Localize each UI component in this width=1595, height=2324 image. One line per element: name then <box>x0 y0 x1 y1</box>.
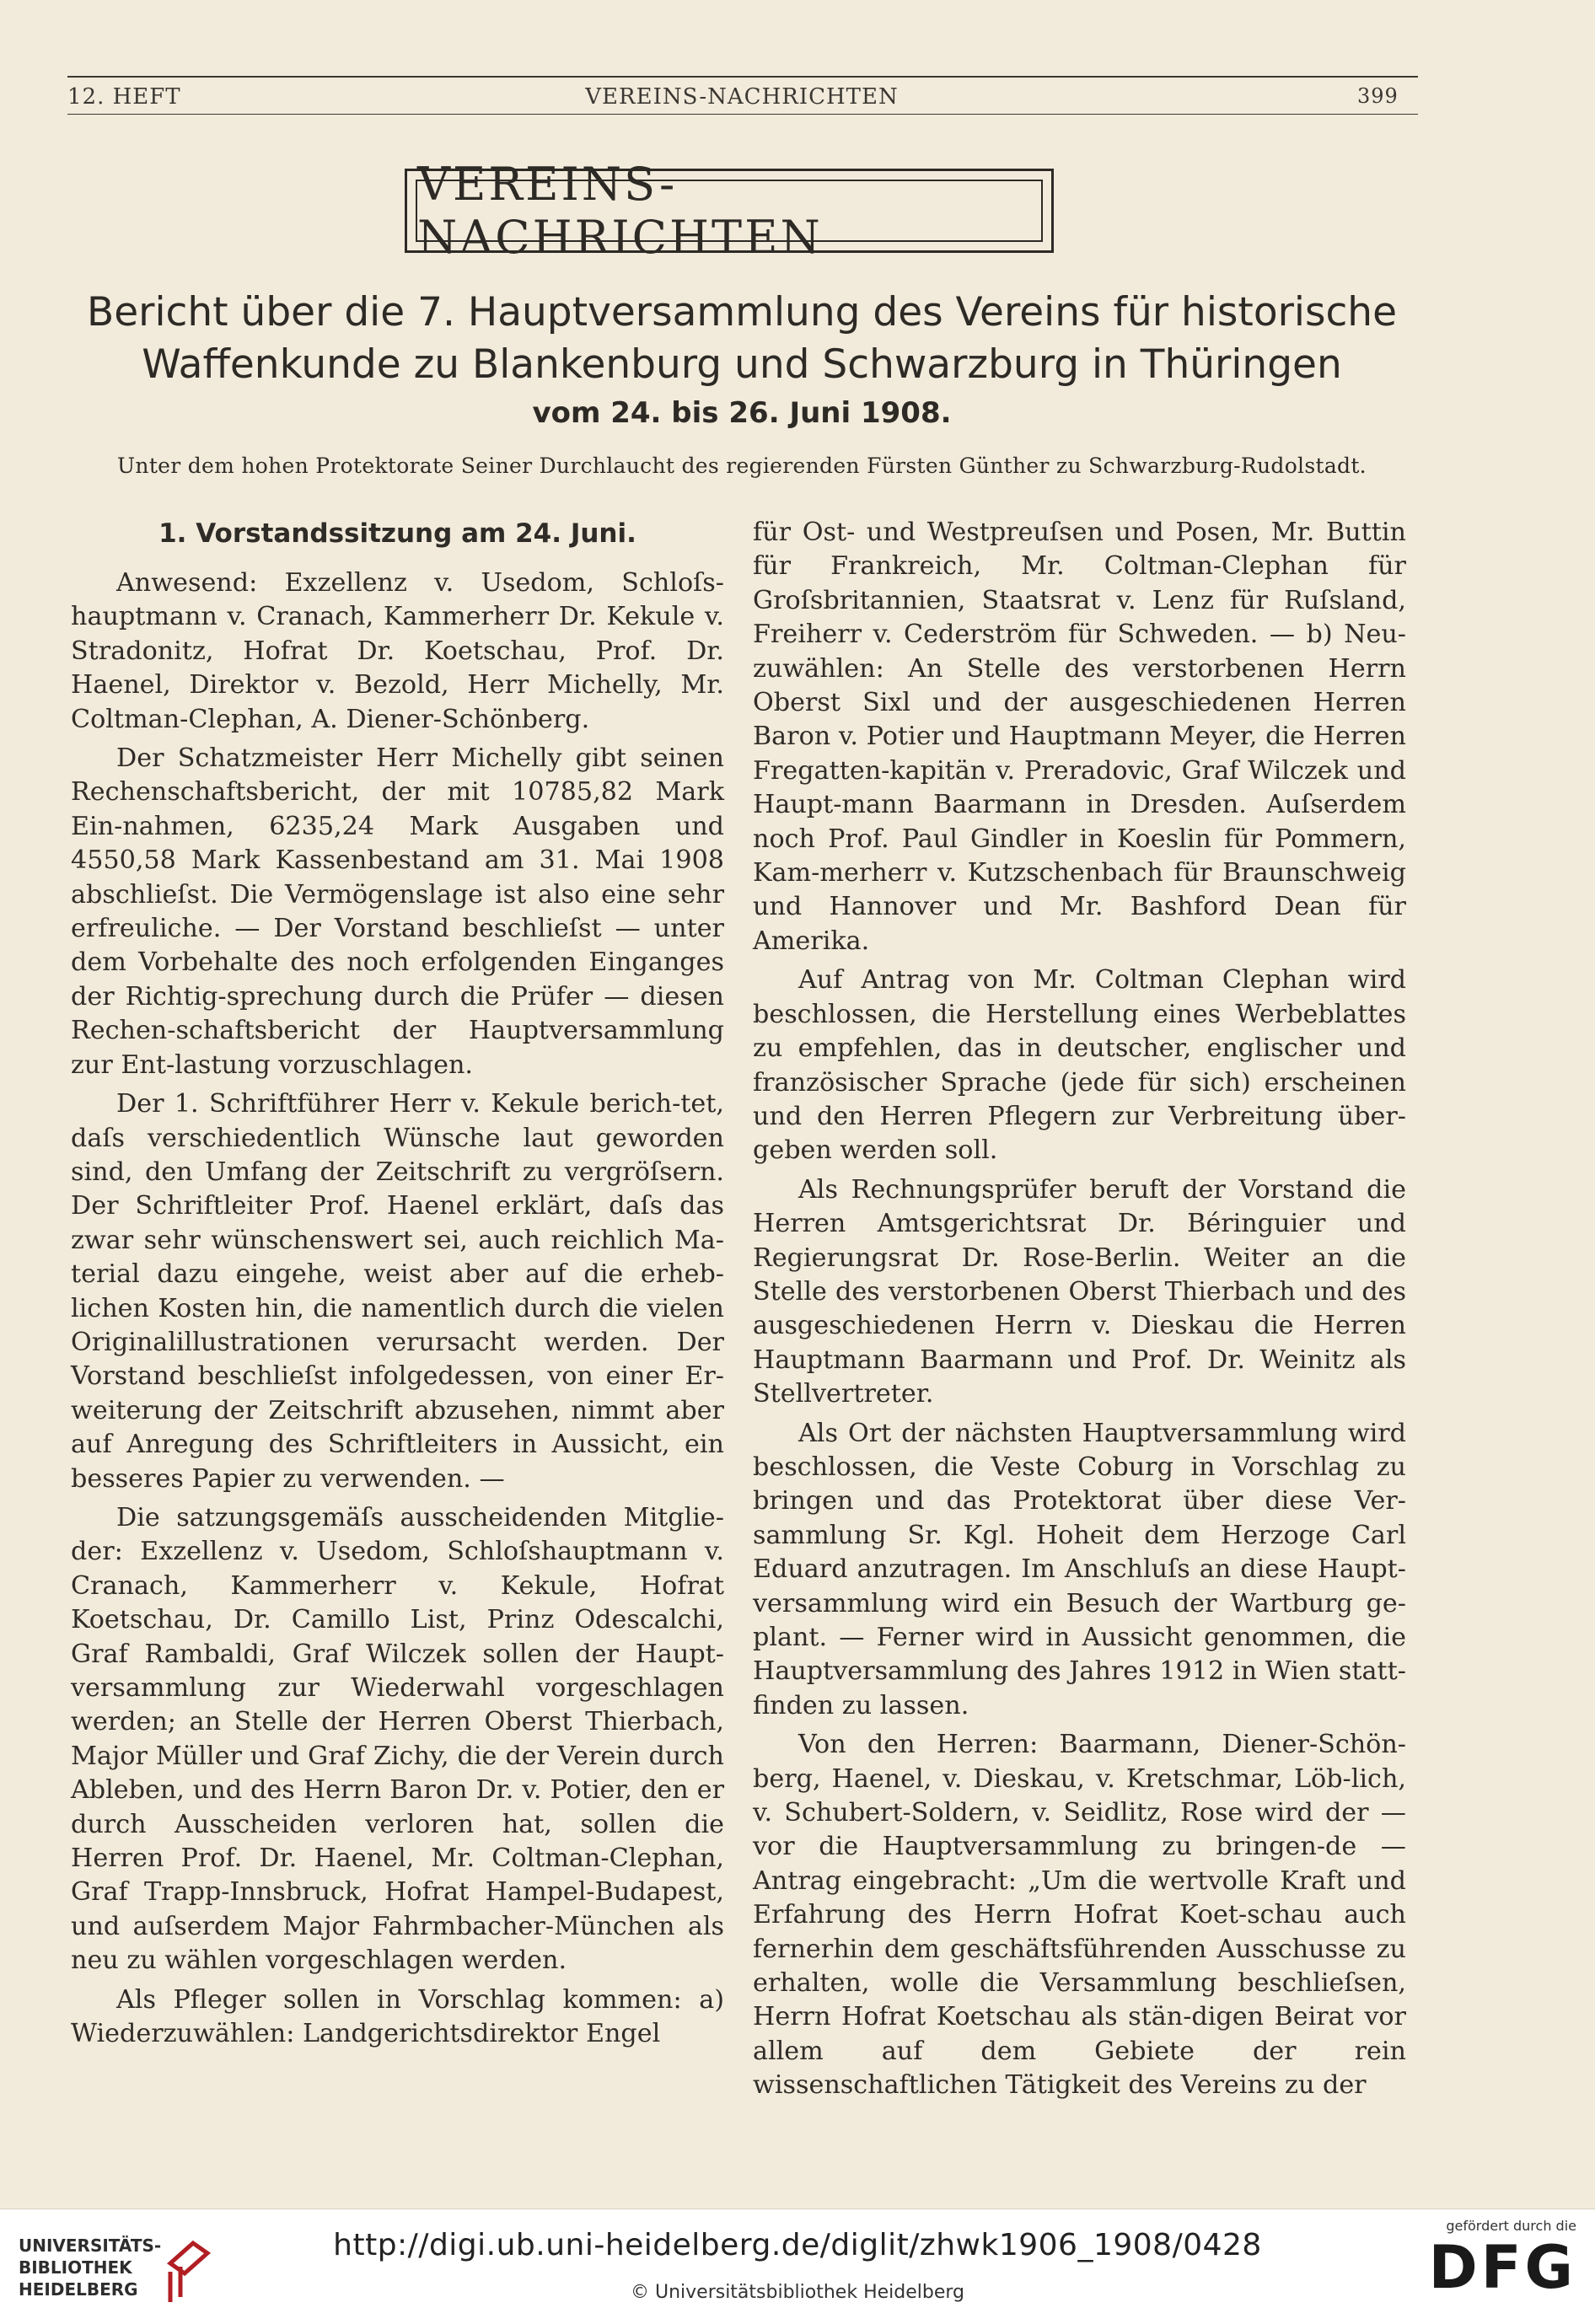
paragraph: Als Pfleger sollen in Vorschlag kommen: a) Wiederzuwählen: Landgerichtsdirektor Engel <box>71 1984 724 2049</box>
article-date: vom 24. bis 26. Juni 1908. <box>532 396 952 430</box>
digitization-footer <box>0 2209 1595 2324</box>
article-title-line-1: Bericht über die 7. Hauptversammlung des Vereins für historische <box>87 289 1397 335</box>
library-name: UNIVERSITÄTS- BIBLIOTHEK HEIDELBERG <box>19 2235 162 2300</box>
paragraph: Von den Herren: Baarmann, Diener-Schön-berg, Haenel, v. Dieskau, v. Kretschmar, Löb-lich, v. Schubert-Soldern, v. Seidlitz, Rose wird der — vor die Hauptversammlung zu bringen-de — Antrag eingebracht: „Um die wertvolle Kraft und Erfahrung des Herrn Hofrat Koet-schau auch fernerhin dem geschäftsführenden Ausschusse zu erhalten, wolle die Versammlung beschlieſsen, Herrn Hofrat Koetschau als stän-digen Beirat vor allem auf dem Gebiete der rein wissenschaftlichen Tätigkeit des Vereins zu der <box>753 1730 1406 2101</box>
running-header-section: VEREINS-NACHRICHTEN <box>585 84 899 110</box>
section-heading: 1. Vorstandssitzung am 24. Juni. <box>158 518 636 549</box>
article-title-block <box>51 287 1433 478</box>
header-rule <box>67 114 1418 115</box>
dfg-wordmark: DFG <box>1428 2233 1576 2302</box>
paragraph: Anwesend: Exzellenz v. Usedom, Schloſs-hauptmann v. Cranach, Kammerherr Dr. Kekule v. Stradonitz, Hofrat Dr. Koetschau, Prof. Dr. Haenel, Direktor v. Bezold, Herr Michelly, Mr. Coltman-Clephan, A. Diener-Schönberg. <box>71 568 724 734</box>
paragraph: Als Rechnungsprüfer beruft der Vorstand die Herren Amtsgerichtsrat Dr. Béringuier und Regierungsrat Dr. Rose-Berlin. Weiter an die Stelle des verstorbenen Oberst Thierbach und des ausgeschiedenen Herrn v. Dieskau die Herren Hauptmann Baarmann und Prof. Dr. Weinitz als Stellvertreter. <box>753 1174 1406 1409</box>
page-number: 399 <box>1357 84 1399 108</box>
running-header-issue: 12. HEFT <box>67 84 181 110</box>
permalink-url[interactable]: http://digi.ub.uni-heidelberg.de/diglit/zhwk1906_1908/0428 <box>333 2228 1262 2262</box>
copyright-notice: © Universitätsbibliothek Heidelberg <box>630 2282 964 2303</box>
right-column <box>753 516 1406 2108</box>
section-banner-title: VEREINS-NACHRICHTEN <box>416 180 1043 242</box>
paragraph: für Ost- und Westpreuſsen und Posen, Mr. Buttin für Frankreich, Mr. Coltman-Clephan für Groſsbritannien, Staatsrat v. Lenz für Ruſsland, Freiherr v. Cederström für Schweden. — b) Neu-zuwählen: An Stelle des verstorbenen Herrn Oberst Sixl und der ausgeschiedenen Herren Baron v. Potier und Hauptmann Meyer, die Herren Fregatten-kapitän v. Preradovic, Graf Wilczek und Haupt-mann Baarmann in Dresden. Auſserdem noch Prof. Paul Gindler in Koeslin für Pommern, Kam-merherr v. Kutzschenbach für Braunschweig und Hannover und Mr. Bashford Dean für Amerika. <box>753 518 1406 956</box>
paragraph: Die satzungsgemäſs ausscheidenden Mitglie-der: Exzellenz v. Usedom, Schloſshauptmann v. Cranach, Kammerherr v. Kekule, Hofrat Koetschau, Dr. Camillo List, Prinz Odescalchi, Graf Rambaldi, Graf Wilczek sollen der Haupt-versammlung zur Wiederwahl vorgeschlagen werden; an Stelle der Herren Oberst Thierbach, Major Müller und Graf Zichy, die der Verein durch Ableben, und des Herrn Baron Dr. v. Potier, den er durch Ausscheiden verloren hat, sollen die Herren Prof. Dr. Haenel, Mr. Coltman-Clephan, Graf Trapp-Innsbruck, Hofrat Hampel-Budapest, und auſserdem Major Fahrmbacher-München als neu zu wählen vorgeschlagen werden. <box>71 1502 724 1976</box>
dfg-logo[interactable] <box>1425 2218 1576 2301</box>
paragraph: Der Schatzmeister Herr Michelly gibt seinen Rechenschaftsbericht, der mit 10785,82 Mark Ein-nahmen, 6235,24 Mark Ausgaben und 4550,58 Mark Kassenbestand am 31. Mai 1908 abschlieſst. Die Vermögenslage ist also eine sehr erfreuliche. — Der Vorstand beschlieſst — unter dem Vorbehalte des noch erfolgenden Einganges der Richtig-sprechung durch die Prüfer — diesen Rechen-schaftsbericht der Hauptversammlung zur Ent-lastung vorzuschlagen. <box>71 743 724 1080</box>
protectorate-note: Unter dem hohen Protektorate Seiner Durchlaucht des regierenden Fürsten Günther zu Schwarzburg-Rudolstadt. <box>117 454 1367 478</box>
top-rule <box>67 76 1418 78</box>
paragraph: Als Ort der nächsten Hauptversammlung wird beschlossen, die Veste Coburg in Vorschlag zu bringen und das Protektorat über diese Ver-sammlung Sr. Kgl. Hoheit dem Herzoge Carl Eduard anzutragen. Im Anschluſs an diese Haupt-versammlung wird ein Besuch der Wartburg ge-plant. — Ferner wird in Aussicht genommen, die Hauptversammlung des Jahres 1912 in Wien statt-finden zu lassen. <box>753 1418 1406 1720</box>
paragraph: Der 1. Schriftführer Herr v. Kekule berich-tet, daſs verschiedentlich Wünsche laut geworden sind, den Umfang der Zeitschrift zu vergröſsern. Der Schriftleiter Prof. Haenel erklärt, daſs das zwar sehr wünschenswert sei, auch reichlich Ma-terial dazu eingehe, weist aber auf die erheb-lichen Kosten hin, die namentlich durch die vielen Originalillustrationen verursacht werden. Der Vorstand beschlieſst infolgedessen, von einer Er-weiterung der Zeitschrift abzusehen, nimmt aber auf Anregung des Schriftleiters in Aussicht, ein besseres Papier zu verwenden. — <box>71 1089 724 1494</box>
left-column <box>71 516 724 2056</box>
article-title-line-2: Waffenkunde zu Blankenburg und Schwarzburg in Thüringen <box>142 341 1342 388</box>
funded-by-label: gefördert durch die <box>1446 2218 1576 2234</box>
section-banner <box>405 158 1054 264</box>
paragraph: Auf Antrag von Mr. Coltman Clephan wird beschlossen, die Herstellung eines Werbeblattes zu empfehlen, das in deutscher, englischer und französischer Sprache (jede für sich) erscheinen und den Herren Pflegern zur Verbreitung über-geben werden soll. <box>753 965 1406 1166</box>
